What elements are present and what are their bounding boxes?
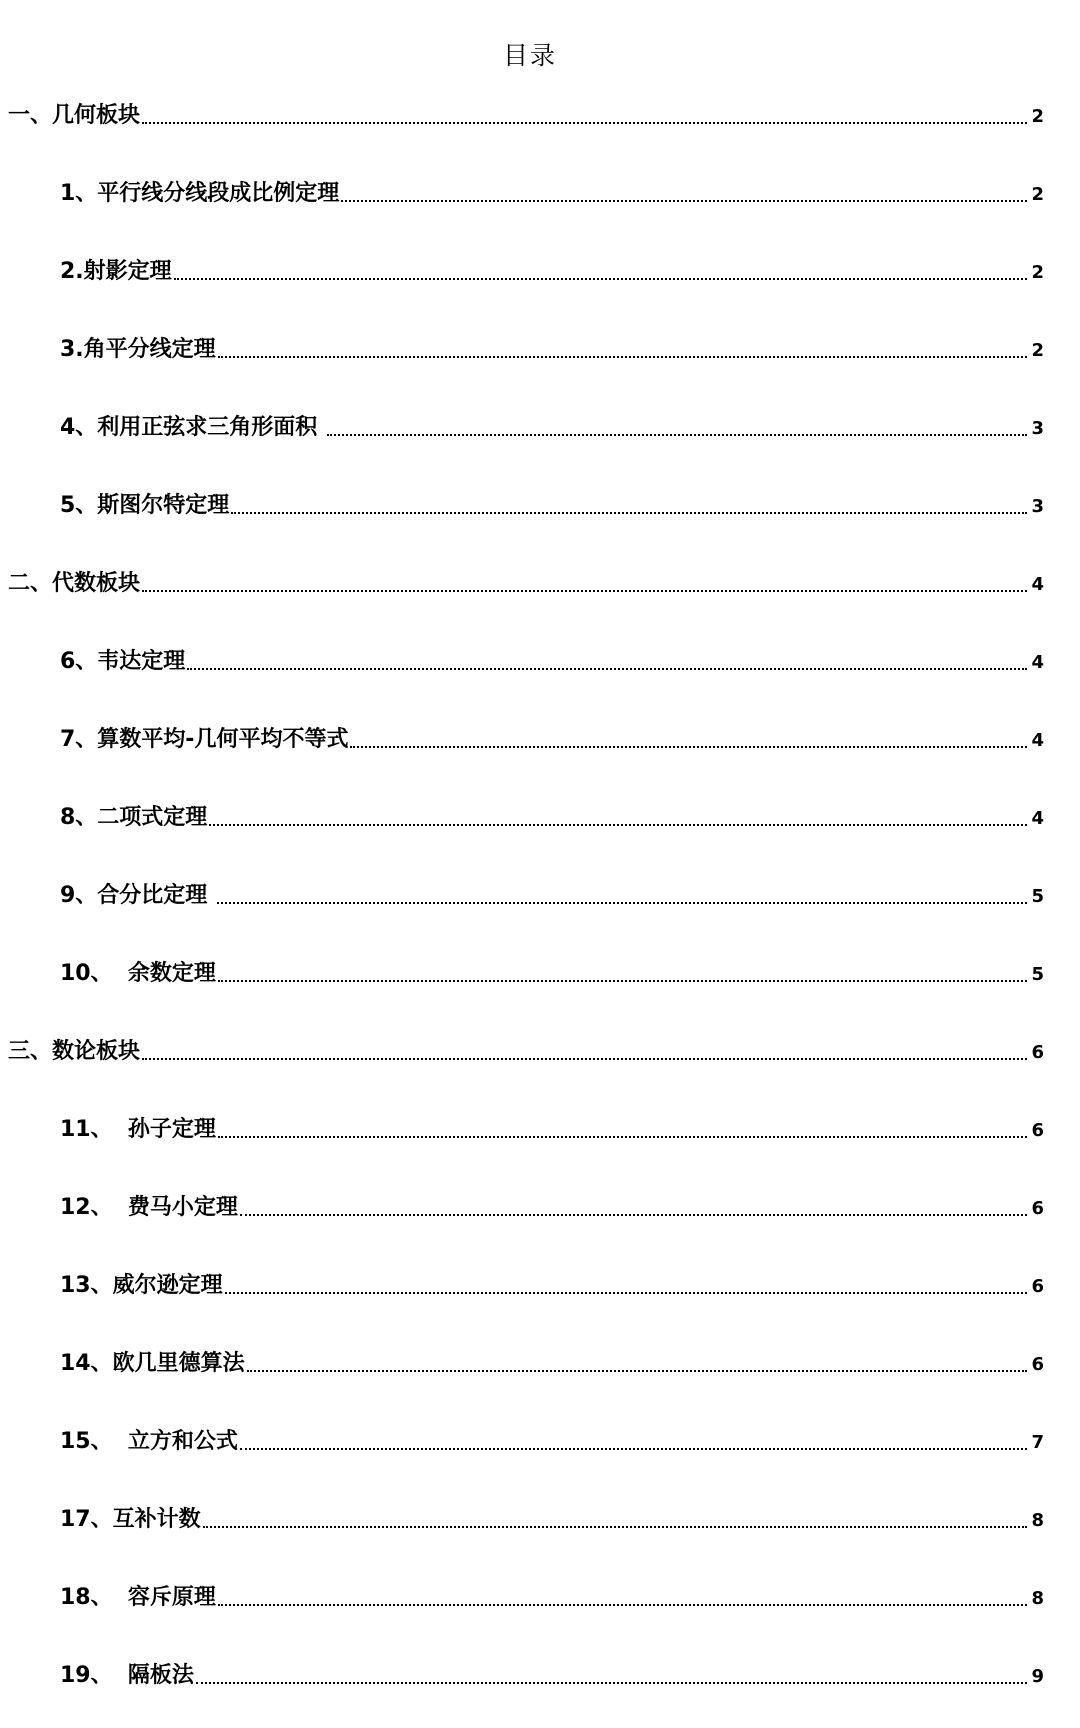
toc-section-link[interactable] [8,1032,1044,1066]
dot-leader [142,122,1027,124]
dot-leader [187,668,1027,670]
toc-page-number: 4 [1031,652,1044,673]
toc-entry-label: 15、 立方和公式 [60,1429,238,1454]
toc-page-number: 6 [1031,1198,1044,1219]
toc-item-link[interactable] [60,1110,1044,1144]
toc-entry-label: 5、斯图尔特定理 [60,493,230,518]
toc-item-link[interactable] [60,1344,1044,1378]
toc-page-number: 5 [1031,886,1044,907]
toc-item-row [0,714,1080,792]
toc-entry-label: 二、代数板块 [8,571,141,596]
toc-item-row [0,636,1080,714]
toc-page-number: 9 [1031,1666,1044,1687]
toc-entry-label: 8、二项式定理 [60,805,208,830]
dot-leader [350,746,1027,748]
toc-item-link[interactable] [60,486,1044,520]
toc-page-number: 2 [1031,340,1044,361]
toc-section-row [0,90,1080,168]
toc-item-link[interactable] [60,1500,1044,1534]
toc-item-link[interactable] [60,1578,1044,1612]
toc-list [0,90,1080,1728]
toc-item-link[interactable] [60,174,1044,208]
toc-item-link[interactable] [60,252,1044,286]
toc-page-number: 6 [1031,1276,1044,1297]
dot-leader [240,1448,1028,1450]
toc-page-number: 6 [1031,1120,1044,1141]
toc-page-number: 2 [1031,262,1044,283]
toc-entry-label: 7、算数平均-几何平均不等式 [60,727,349,752]
toc-page-number: 6 [1031,1354,1044,1375]
toc-entry-label: 10、 余数定理 [60,961,216,986]
toc-item-link[interactable] [60,876,1044,910]
toc-item-row [0,168,1080,246]
toc-entry-label: 4、利用正弦求三角形面积 [60,415,325,440]
dot-leader [247,1370,1028,1372]
toc-entry-label: 17、互补计数 [60,1507,201,1532]
toc-item-link[interactable] [60,642,1044,676]
toc-entry-label: 12、 费马小定理 [60,1195,238,1220]
toc-item-row [0,792,1080,870]
toc-section-row [0,558,1080,636]
toc-item-row [0,324,1080,402]
toc-entry-label: 一、几何板块 [8,103,141,128]
toc-page-number: 4 [1031,730,1044,751]
toc-item-row [0,1416,1080,1494]
dot-leader [217,902,1028,904]
toc-item-row [0,480,1080,558]
dot-leader [231,512,1027,514]
dot-leader [240,1214,1028,1216]
toc-page-number: 8 [1031,1588,1044,1609]
toc-item-link[interactable] [60,1656,1044,1690]
toc-entry-label: 1、平行线分线段成比例定理 [60,181,340,206]
dot-leader [218,356,1028,358]
toc-item-link[interactable] [60,720,1044,754]
dot-leader [218,980,1028,982]
dot-leader [209,824,1027,826]
toc-item-row [0,1494,1080,1572]
dot-leader [174,278,1028,280]
dot-leader [142,1058,1027,1060]
toc-entry-label: 11、 孙子定理 [60,1117,216,1142]
dot-leader [341,200,1027,202]
toc-entry-label: 19、 隔板法 [60,1663,194,1688]
toc-item-row [0,1260,1080,1338]
toc-page-number: 4 [1031,808,1044,829]
toc-item-link[interactable] [60,798,1044,832]
toc-item-row [0,1650,1080,1728]
toc-entry-label: 13、威尔逊定理 [60,1273,223,1298]
toc-section-link[interactable] [8,96,1044,130]
toc-page-number: 7 [1031,1432,1044,1453]
toc-item-row [0,402,1080,480]
dot-leader [142,590,1027,592]
toc-item-link[interactable] [60,1422,1044,1456]
toc-item-row [0,948,1080,1026]
toc-page-number: 5 [1031,964,1044,985]
toc-page-number: 3 [1031,496,1044,517]
toc-entry-label: 9、合分比定理 [60,883,215,908]
toc-entry-label: 3.角平分线定理 [60,337,216,362]
toc-page-number: 3 [1031,418,1044,439]
toc-item-link[interactable] [60,330,1044,364]
toc-entry-label: 6、韦达定理 [60,649,186,674]
toc-title: 目录 [502,41,557,70]
toc-item-row [0,1182,1080,1260]
toc-item-link[interactable] [60,1266,1044,1300]
toc-entry-label: 2.射影定理 [60,259,172,284]
dot-leader [225,1292,1028,1294]
dot-leader [218,1136,1028,1138]
toc-item-row [0,1104,1080,1182]
toc-item-row [0,1572,1080,1650]
dot-leader [196,1682,1028,1684]
dot-leader [218,1604,1028,1606]
toc-item-row [0,1338,1080,1416]
toc-entry-label: 18、 容斥原理 [60,1585,216,1610]
toc-entry-label: 三、数论板块 [8,1039,141,1064]
toc-page-number: 8 [1031,1510,1044,1531]
toc-item-link[interactable] [60,408,1044,442]
toc-item-row [0,246,1080,324]
toc-item-row [0,870,1080,948]
toc-entry-label: 14、欧几里德算法 [60,1351,245,1376]
toc-page-number: 2 [1031,106,1044,127]
toc-page-number: 6 [1031,1042,1044,1063]
toc-item-link[interactable] [60,1188,1044,1222]
toc-section-link[interactable] [8,564,1044,598]
dot-leader [327,434,1028,436]
toc-page-number: 4 [1031,574,1044,595]
toc-section-row [0,1026,1080,1104]
dot-leader [203,1526,1028,1528]
toc-page-number: 2 [1031,184,1044,205]
toc-item-link[interactable] [60,954,1044,988]
